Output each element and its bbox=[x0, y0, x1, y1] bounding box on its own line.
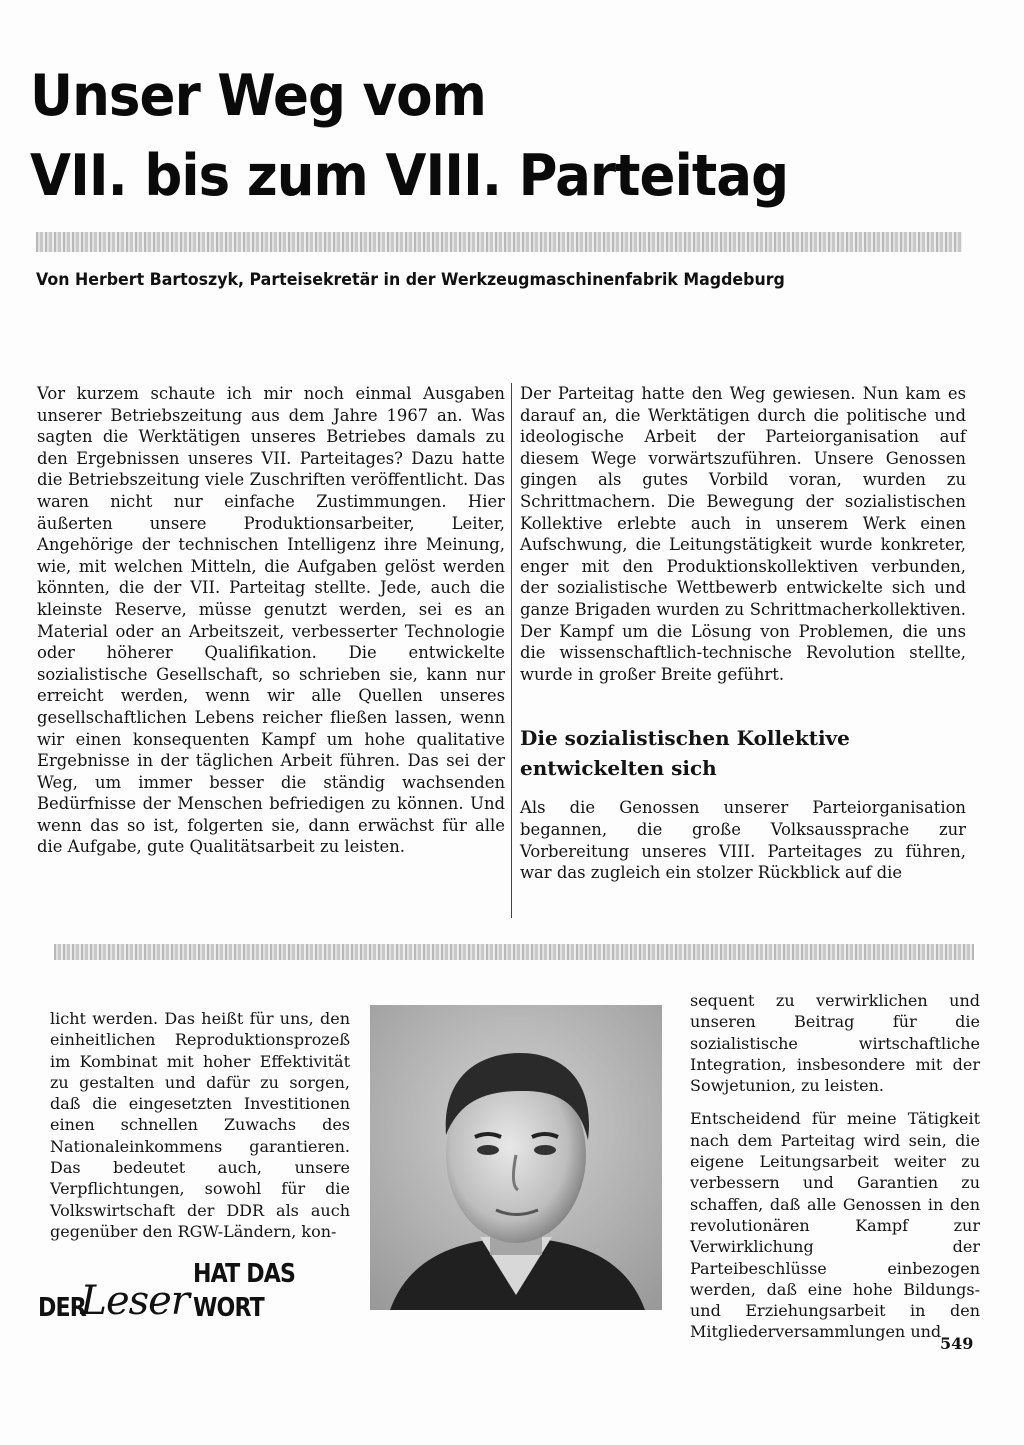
byline: Von Herbert Bartoszyk, Parteisekretär in der Werkzeugmaschinenfabrik Magdeburg bbox=[36, 270, 785, 290]
page-number: 549 bbox=[940, 1334, 974, 1353]
column-4-paragraph-2: Entscheidend für meine Tätigkeit nach dem Parteitag wird sein, die eigene Leitungsarbeit weiter zu verbessern und Garantien zu schaffen, daß alle Genossen in den revolutionären Kampf zur Verwirklichung der Parteibeschlüsse einbezogen werden, daß eine hohe Bildungs- und Erziehungsarbeit in den Mitgliederversammlungen und bbox=[690, 1109, 980, 1342]
author-portrait-photo bbox=[370, 1005, 662, 1310]
headline-line-2: VII. bis zum VIII. Parteitag bbox=[30, 143, 789, 209]
logo-words-hat-das-wort: HAT DAS WORT bbox=[192, 1259, 296, 1323]
column-1-text: Vor kurzem schaute ich mir noch einmal Ausgaben unserer Betriebszeitung aus dem Jahre 1967 an. Was sagten die Werktätigen unseres Betriebes damals zu den Ergebnissen unseres VII. Parteitages? Dazu hatte die Betriebszeitung viele Zuschriften veröffentlicht. Das waren nicht nur einfache Zustimmungen. Hier äußerten unsere Produktionsarbeiter, Leiter, Angehörige der technischen Intelligenz ihre Meinung, wie, mit welchen Mitteln, die Aufgaben gelöst werden könnten, die der VII. Parteitag stellte. Jede, auch die kleinste Reserve, müsse genutzt werden, sei es an Material oder an Arbeitszeit, verbesserter Technologie oder höherer Qualifikation. Die entwickelte sozialistische Gesellschaft, so schrieben sie, kann nur erreicht werden, wenn wir alle Quellen unseres gesellschaftlichen Lebens reicher fließen lassen, wenn wir einen konsequenten Kampf um hohe qualitative Ergebnisse in der täglichen Arbeit führen. Das sei der Weg, um immer besser die ständig wachsenden Bedürfnisse der Menschen befriedigen zu können. Und wenn das so ist, folgerten sie, dann erwächst für alle die Aufgabe, gute Qualitätsarbeit zu leisten. bbox=[37, 384, 505, 857]
column-2-paragraph-2: Als die Genossen unserer Parteiorganisation begannen, die große Volksaussprache zur Vorbereitung unseres VIII. Parteitages zu führen, war das zugleich ein stolzer Rückblick auf die bbox=[520, 798, 966, 883]
decorative-rule-middle bbox=[54, 944, 974, 960]
article-column-4 bbox=[690, 990, 980, 1343]
logo-word-leser: Leser bbox=[80, 1278, 189, 1324]
logo-word-der: DER bbox=[38, 1293, 86, 1323]
column-2-paragraph-1: Der Parteitag hatte den Weg gewiesen. Nun kam es darauf an, die Werktätigen durch die politische und ideologische Arbeit der Parteiorganisation auf diesem Wege vorwärtszuführen. Unsere Genossen gingen als gutes Vorbild voran, wurden zu Schrittmachern. Die Bewegung der sozialistischen Kollektive erlebte auch in unserem Werk einen Aufschwung, die Leitungstätigkeit wurde konkreter, enger mit den Produktionskollektiven verbunden, der sozialistische Wettbewerb entwickelte sich und ganze Brigaden wurden zu Schrittmacherkollektiven. Der Kampf um die Lösung von Problemen, die uns die wissenschaftlich-technische Revolution stellte, wurde in großer Breite geführt. bbox=[520, 384, 966, 684]
article-column-2 bbox=[520, 383, 966, 884]
portrait-illustration bbox=[370, 1005, 662, 1310]
column-3-text: licht werden. Das heißt für uns, den einheitlichen Reproduktionsprozeß im Kombinat mit hoher Effektivität zu gestalten und dafür zu sorgen, daß die eingesetzten Investitionen einen schnellen Zuwachs des Nationaleinkommens garantieren. Das bedeutet auch, unsere Verpflichtungen, sowohl für die Volkswirtschaft der DDR als auch gegenüber den RGW-Ländern, kon- bbox=[50, 1009, 350, 1241]
article-column-3 bbox=[50, 1008, 350, 1242]
decorative-rule-top bbox=[36, 232, 962, 252]
article-column-1 bbox=[37, 383, 505, 858]
section-subheading: Die sozialistischen Kollektive entwickelten sich bbox=[520, 726, 850, 781]
headline bbox=[30, 56, 923, 216]
column-4-paragraph-1: sequent zu verwirklichen und unseren Beitrag für die sozialistische wirtschaftliche Integration, insbesondere mit der Sowjetunion, zu leisten. bbox=[690, 991, 980, 1096]
rubric-logo bbox=[38, 1259, 343, 1325]
headline-line-1: Unser Weg vom bbox=[30, 63, 486, 129]
column-divider bbox=[511, 383, 512, 918]
